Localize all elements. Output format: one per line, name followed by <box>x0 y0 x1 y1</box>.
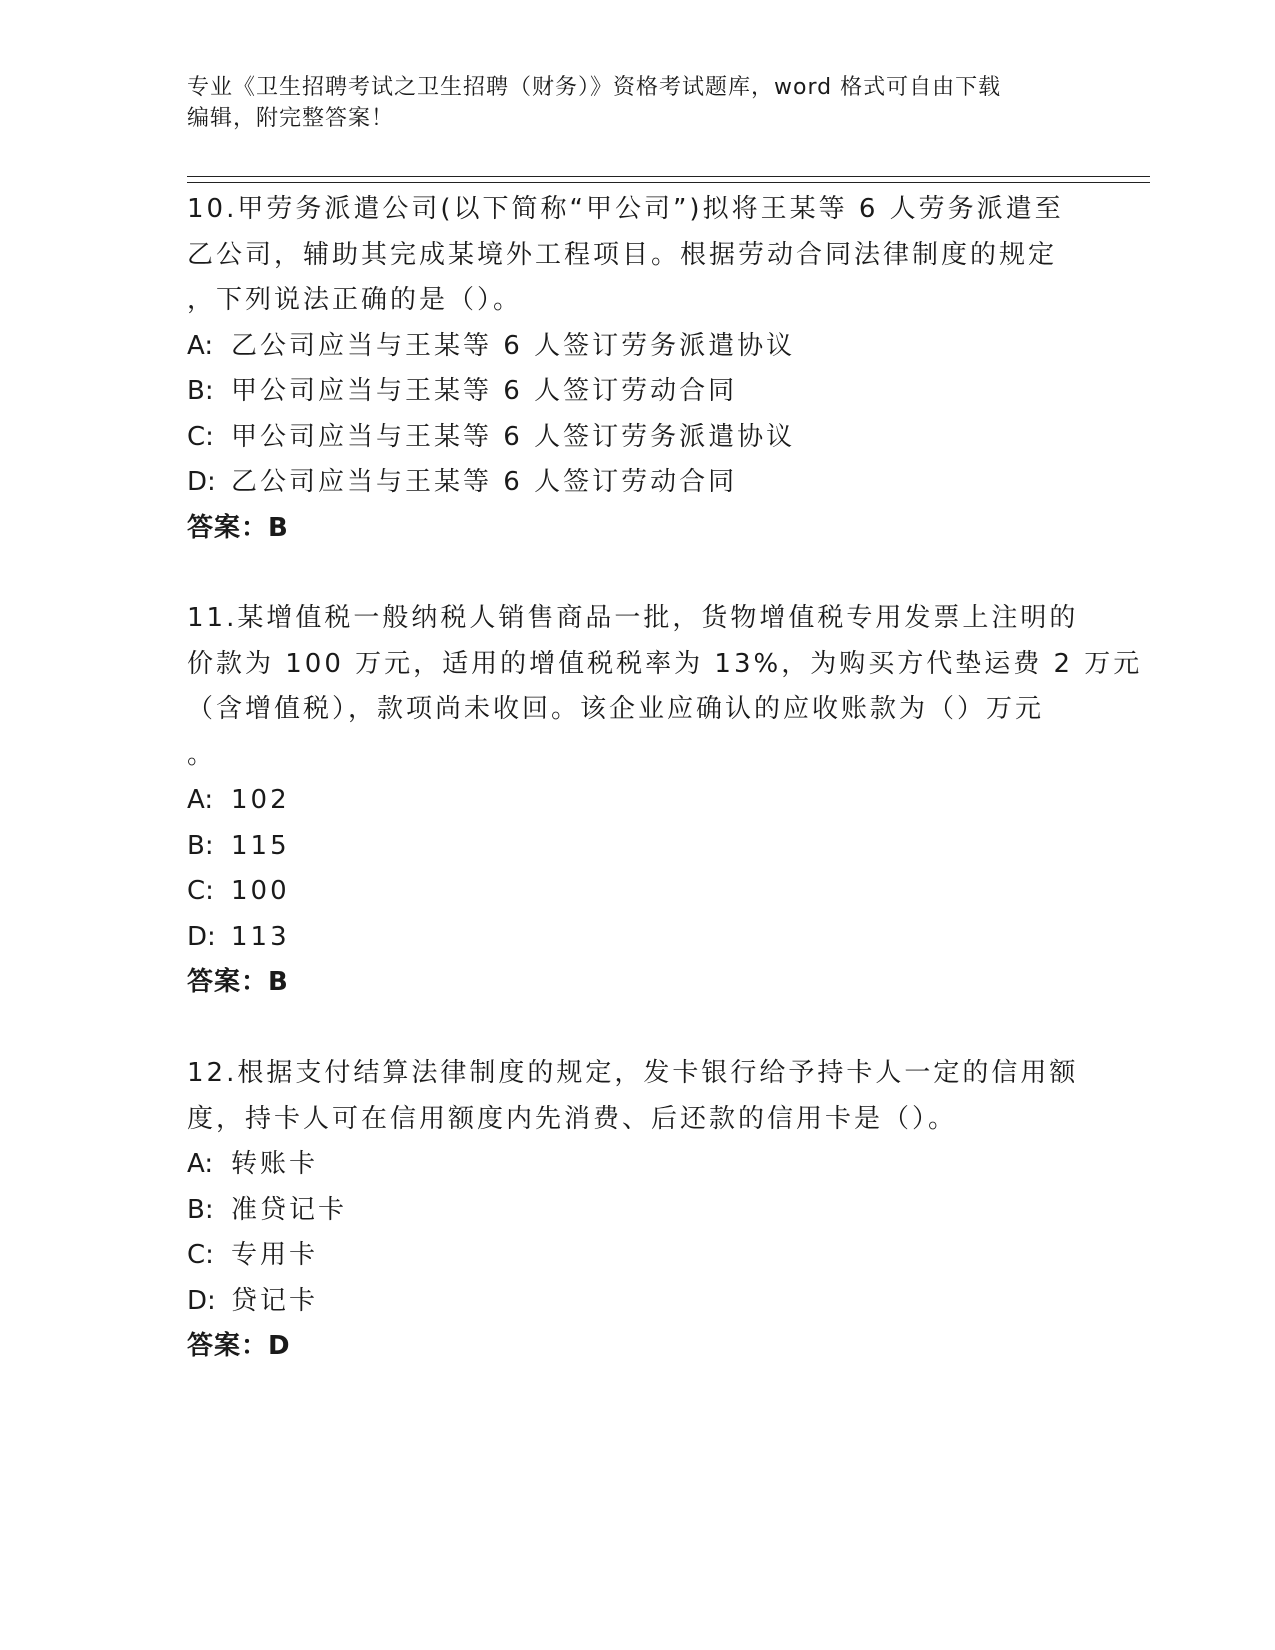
question-text-line: 11.某增值税一般纳税人销售商品一批，货物增值税专用发票上注明的 <box>187 603 1079 633</box>
option-letter: B: <box>187 376 214 406</box>
option-letter: D: <box>187 1285 216 1316</box>
option-text: 乙公司应当与王某等 6 人签订劳动合同 <box>231 467 738 497</box>
option-text: 转账卡 <box>231 1149 319 1179</box>
option-text: 113 <box>231 921 290 952</box>
question-text-line: 价款为 100 万元，适用的增值税税率为 13%，为购买方代垫运费 2 万元 <box>187 648 1143 679</box>
option-text: 甲公司应当与王某等 6 人签订劳务派遣协议 <box>231 421 796 452</box>
option-letter: A: <box>187 1149 214 1179</box>
option-b <box>187 1188 1107 1234</box>
option-b <box>187 369 1107 415</box>
header-divider-top <box>187 176 1150 177</box>
option-letter: A: <box>187 785 214 815</box>
option-text: 115 <box>231 830 290 861</box>
option-a <box>187 1142 1107 1188</box>
option-a <box>187 778 1107 824</box>
option-text: 102 <box>231 785 290 815</box>
question-text-line: 乙公司，辅助其完成某境外工程项目。根据劳动合同法律制度的规定 <box>187 239 1058 270</box>
question-text-line: ，下列说法正确的是（）。 <box>187 285 523 315</box>
header-divider-bottom <box>187 182 1150 183</box>
option-b <box>187 824 1107 870</box>
option-d <box>187 460 1107 506</box>
option-letter: C: <box>187 876 214 906</box>
question-text-line: 10.甲劳务派遣公司(以下简称“甲公司”)拟将王某等 6 人劳务派遣至 <box>187 194 1064 224</box>
option-text: 贷记卡 <box>231 1285 319 1316</box>
question-10 <box>187 187 1107 551</box>
option-letter: B: <box>187 1194 214 1225</box>
option-letter: D: <box>187 921 216 952</box>
question-11 <box>187 596 1143 1006</box>
option-c <box>187 869 1107 915</box>
option-a <box>187 324 1107 370</box>
option-letter: C: <box>187 1240 214 1270</box>
option-text: 100 <box>231 876 290 906</box>
option-letter: A: <box>187 330 214 361</box>
option-c <box>187 415 1107 461</box>
option-text: 甲公司应当与王某等 6 人签订劳动合同 <box>231 376 738 406</box>
question-text-line: 。 <box>187 739 217 770</box>
option-text: 准贷记卡 <box>231 1194 348 1225</box>
answer: 答案：B <box>187 967 289 997</box>
option-letter: C: <box>187 421 214 452</box>
question-text-line: 度，持卡人可在信用额度内先消费、后还款的信用卡是（）。 <box>187 1103 958 1134</box>
option-letter: B: <box>187 830 214 861</box>
answer: 答案：D <box>187 1331 291 1361</box>
document-header <box>187 72 1087 134</box>
header-line-1: 专业《卫生招聘考试之卫生招聘（财务）》资格考试题库，word 格式可自由下载 <box>187 75 1002 100</box>
question-12 <box>187 1051 1107 1370</box>
option-d <box>187 915 1107 961</box>
option-text: 专用卡 <box>231 1240 319 1270</box>
option-letter: D: <box>187 467 216 497</box>
question-text-line: （含增值税），款项尚未收回。该企业应确认的应收账款为（）万元 <box>187 694 1045 724</box>
option-text: 乙公司应当与王某等 6 人签订劳务派遣协议 <box>231 330 796 361</box>
answer: 答案：B <box>187 512 289 543</box>
header-line-2: 编辑，附完整答案！ <box>187 106 395 131</box>
option-c <box>187 1233 1107 1279</box>
question-text-line: 12.根据支付结算法律制度的规定，发卡银行给予持卡人一定的信用额 <box>187 1058 1079 1088</box>
option-d <box>187 1279 1107 1325</box>
